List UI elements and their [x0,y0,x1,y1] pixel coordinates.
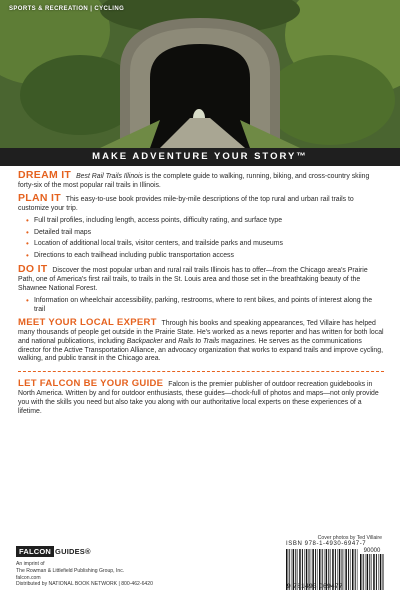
logo-falcon: FALCON [16,546,54,557]
back-cover-text [18,171,384,420]
tunnel-illustration [0,0,400,148]
falcon-guides-logo [16,545,92,557]
book-title: Best Rail Trails Illinois [76,173,143,180]
expert-section [18,316,384,365]
falcon-text: Falcon is the premier publisher of outdoor recreation guidebooks in North America. Written by and for outdoor enthusiasts, these guides—chock-full of photos and maps—not only provide you with the skills you need but also take you along with our authoritative local experts on these experiences of a lifetime. [18,381,379,416]
dream-text: is the complete guide to walking, running, biking, and cross-country skiing forty-six of the most popular rail trails in Illinois. [18,173,370,189]
tagline-band: MAKE ADVENTURE YOUR STORY™ [0,148,400,166]
imprint-line: Distributed by NATIONAL BOOK NETWORK | 800-462-6420 [16,581,153,588]
plan-text: This easy-to-use book provides mile-by-mile descriptions of the top rural and urban rail trails to customize your trip. [18,195,354,212]
plan-bullets [26,217,384,262]
section-divider [18,371,384,372]
expert-text-1: Through his books and speaking appearances, Ted Villaire has helped many thousands of people get outside in the Prairie State. He's worked as a news reporter and has written for both local and national publications, including [18,319,384,345]
barcode-addon-number: 90000 [360,548,384,554]
publication-rails-to-trails: Rails to Trails [178,337,220,345]
list-item: • Detailed trail maps [26,229,384,238]
logo-guides: GUIDES® [55,546,91,556]
expert-text-2: magazines. He serves as the communications director for the Active Transportation Alliance, an advocacy organization that works to expand trails and improve cycling, walking, and public transit in the Chicago area. [18,337,384,363]
do-section [18,265,384,294]
list-item: • Directions to each trailhead including public transportation access [26,252,384,261]
expert-heading: MEET YOUR LOCAL EXPERT [18,316,157,328]
expert-and: and [162,337,179,345]
imprint-line: An imprint of [16,561,45,567]
cover-credit: Cover photos by Ted Villaire [317,535,382,541]
dream-heading: DREAM IT [18,169,72,181]
barcode-addon-bars [360,549,384,590]
plan-section [18,191,384,214]
category-label: SPORTS & RECREATION | CYCLING [9,6,125,12]
isbn-barcode [286,541,384,590]
barcode-number: 9 781493 069477 [286,583,360,590]
publication-backpacker: Backpacker [126,337,163,345]
cover-photo-tunnel [0,0,400,148]
imprint-line: falcon.com [16,574,41,581]
list-item: • Full trail profiles, including length, access points, difficulty rating, and surface type [26,217,384,226]
do-text: Discover the most popular urban and rural rail trails Illinois has to offer—from the Chicago area's Prairie Path, one of America's first rail trails, to trails in the St. Louis area and those set in the breathtaking beauty of the Shawnee National Forest. [18,267,368,293]
do-bullets [26,297,384,315]
do-heading: DO IT [18,263,48,276]
isbn-label: ISBN 978-1-4930-6947-7 [286,541,367,547]
list-item: • Location of additional local trails, visitor centers, and trailside parks and museums [26,240,384,249]
falcon-section [18,380,384,417]
publisher-imprint [16,561,153,588]
falcon-heading: LET FALCON BE YOUR GUIDE [18,378,164,390]
barcode-addon [360,549,384,590]
plan-heading: PLAN IT [18,191,61,204]
imprint-line: The Rowman & Littlefield Publishing Group, Inc. [16,567,125,574]
list-item: • Information on wheelchair accessibility, parking, restrooms, where to rent bikes, and points of interest along the trail [26,297,384,315]
dream-section [18,171,384,191]
